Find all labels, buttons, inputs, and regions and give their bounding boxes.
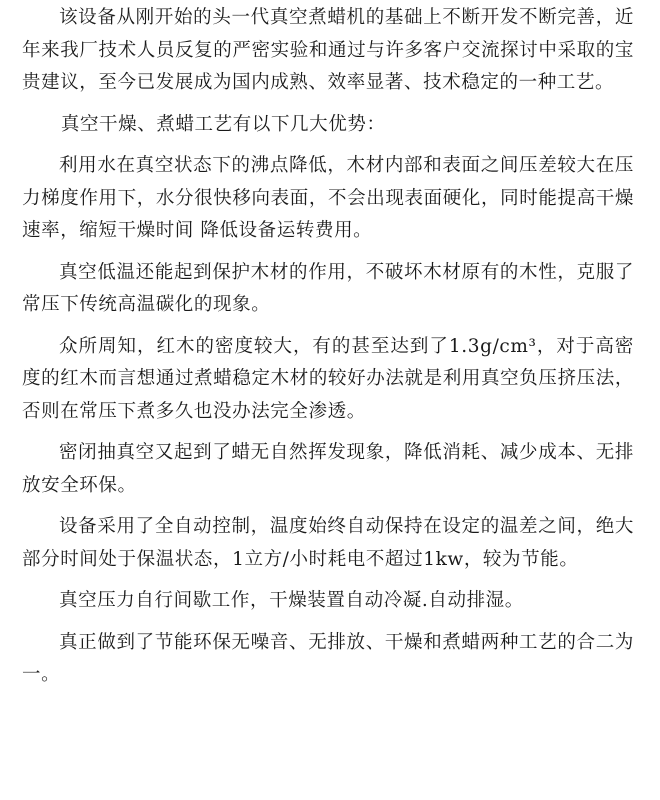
paragraph-intermittent-work: 真空压力自行间歇工作，干燥装置自动冷凝.自动排湿。 [59, 590, 524, 611]
paragraph-automatic-control: 设备采用了全自动控制，温度始终自动保持在设定的温差之间，绝大部分时间处于保温状态，1立方/小时耗电不超过1kw，较为节能。 [22, 516, 634, 570]
paragraph-intro: 该设备从刚开始的头一代真空煮蜡机的基础上不断开发不断完善，近年来我厂技术人员反复的严密实验和通过与许多客户交流探讨中采取的宝贵建议，至今已发展成为国内成熟、效率显著、技术稳定的一种工艺。 [22, 7, 634, 93]
paragraph-conclusion: 真正做到了节能环保无噪音、无排放、干燥和煮蜡两种工艺的合二为一。 [22, 631, 634, 685]
paragraph-density: 众所周知，红木的密度较大，有的甚至达到了1.3g/cm³，对于高密度的红木而言想通过煮蜡稳定木材的较好办法就是利用真空负压挤压法，否则在常压下煮多久也没办法完全渗透。 [22, 335, 634, 422]
paragraph-sealed-vacuum: 密闭抽真空又起到了蜡无自然挥发现象，降低消耗、减少成本、无排放安全环保。 [22, 442, 634, 496]
paragraph-advantages-heading: 真空干燥、煮蜡工艺有以下几大优势： [60, 113, 386, 135]
paragraph-boiling-point: 利用水在真空状态下的沸点降低，木材内部和表面之间压差较大在压力梯度作用下，水分很快移向表面，不会出现表面硬化，同时能提高干燥速率，缩短干燥时间 降低设备运转费用。 [22, 155, 634, 241]
paragraph-low-temperature: 真空低温还能起到保护木材的作用，不破坏木材原有的木性，克服了常压下传统高温碳化的现象。 [22, 261, 634, 315]
